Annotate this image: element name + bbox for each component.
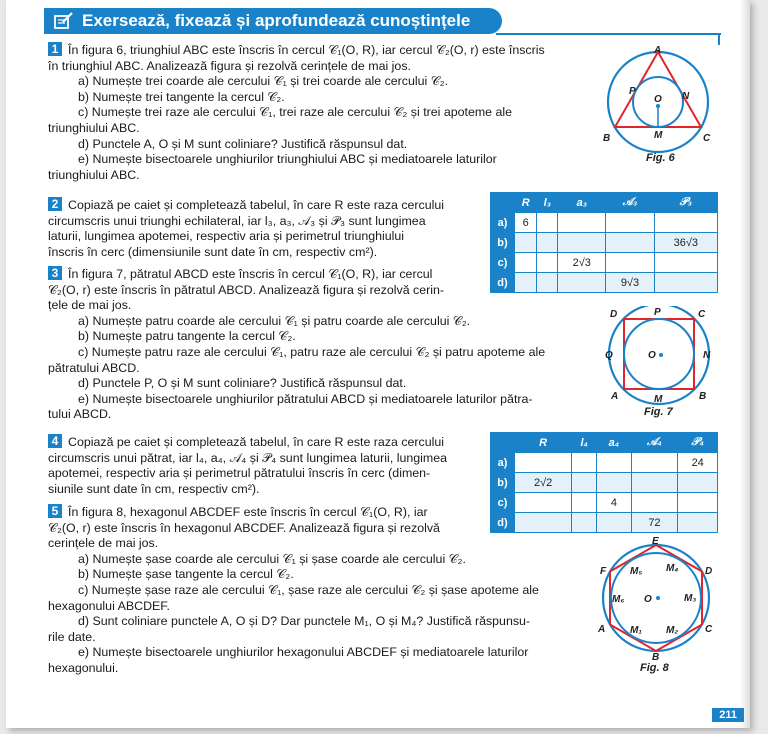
table-cell — [654, 213, 717, 233]
label-a: A — [611, 391, 619, 402]
question-b: b) Numește șase tangente la cercul 𝒞₂. — [78, 567, 294, 582]
exercise-number: 2 — [48, 197, 62, 211]
table-cell — [597, 473, 631, 493]
question-d: d) Punctele P, O și M sunt coliniare? Justifică răspunsul dat. — [78, 376, 407, 391]
question-a: a) Numește șase coarde ale cercului 𝒞₁ și șase coarde ale cercului 𝒞₂. — [78, 551, 466, 566]
exercise-number: 1 — [48, 42, 62, 56]
row-label: d) — [491, 513, 515, 533]
column-header: R — [515, 193, 537, 213]
section-header — [44, 8, 502, 34]
label-b: B — [699, 391, 707, 402]
exercise-text: 𝒞₂(O, r) este înscris în hexagonul ABCDEF. Analizează figura și rezolvă — [48, 520, 440, 535]
label-b: B — [603, 133, 611, 144]
question-c-cont: pătratului ABCD. — [48, 360, 140, 375]
center-o — [659, 353, 663, 357]
table-cell — [631, 493, 678, 513]
exercise-text: apotemei, respectiv aria și perimetrul pătratului înscris în cerc (dimen- — [48, 466, 431, 481]
question-b: b) Numește patru tangente la cercul 𝒞₂. — [78, 329, 296, 344]
question-c: c) Numește șase raze ale cercului 𝒞₁, șase raze ale cercului 𝒞₂ și șase apoteme ale — [78, 582, 539, 597]
table-header-row — [491, 193, 718, 213]
label-f: F — [600, 566, 607, 577]
table-header-row — [491, 433, 718, 453]
column-header: 𝒜₃ — [606, 193, 654, 213]
exercise-4 — [48, 434, 484, 497]
table-cell — [678, 493, 718, 513]
exercise-text: Copiază pe caiet și completează tabelul, în care R este raza cercului — [68, 435, 445, 449]
label-a: A — [598, 624, 606, 635]
question-d-cont: rile date. — [48, 629, 96, 644]
table-cell — [606, 233, 654, 253]
exercise-text: țele de mai jos. — [48, 298, 132, 313]
table-cell — [597, 513, 631, 533]
label-m4: M₄ — [666, 563, 679, 574]
label-o: O — [644, 594, 652, 605]
exercise-text: laturii, lungimea apotemei, respectiv aria și perimetrul triunghiului — [48, 229, 405, 244]
question-a: a) Numește patru coarde ale cercului 𝒞₁ și patru coarde ale cercului 𝒞₂. — [78, 313, 471, 328]
column-header: a₄ — [597, 433, 631, 453]
column-header: 𝒜₄ — [631, 433, 678, 453]
table-cell: 6 — [515, 213, 537, 233]
exercise-number: 4 — [48, 434, 62, 448]
table-cell — [572, 473, 597, 493]
table-cell: 9√3 — [606, 273, 654, 293]
label-n: N — [682, 91, 690, 102]
inscribed-circle — [624, 319, 694, 389]
label-o: O — [654, 94, 662, 105]
header-rule — [496, 33, 721, 35]
question-c: c) Numește trei raze ale cercului 𝒞₁, trei raze ale cercului 𝒞₂ și trei apoteme ale — [78, 105, 513, 120]
exercise-2 — [48, 197, 484, 260]
question-e-cont: tului ABCD. — [48, 407, 112, 422]
label-c: C — [703, 133, 711, 144]
label-m6: M₆ — [612, 594, 625, 605]
label-a: A — [654, 45, 662, 56]
exercise-number: 3 — [48, 266, 62, 280]
question-e-cont: triunghiului ABC. — [48, 167, 140, 182]
label-e: E — [652, 536, 659, 547]
table-cell: 4 — [597, 493, 631, 513]
page-number: 211 — [712, 708, 744, 722]
question-e-cont: hexagonului. — [48, 660, 119, 675]
column-header: l₄ — [572, 433, 597, 453]
table-cell — [558, 213, 606, 233]
table-row — [491, 213, 718, 233]
table-cell: 2√2 — [515, 473, 572, 493]
edit-notebook-icon — [54, 12, 74, 30]
question-d: d) Sunt coliniare punctele A, O și D? Dar punctele M₁, O și M₄? Justifică răspunsu- — [78, 614, 531, 629]
label-d: D — [705, 566, 713, 577]
label-m: M — [654, 130, 663, 141]
exercise-text: În figura 6, triunghiul ABC este înscris în cercul 𝒞₁(O, R), iar cercul 𝒞₂(O, r) este înscris — [68, 43, 545, 57]
exercise-text: 𝒞₂(O, r) este înscris în pătratul ABCD. Analizează figura și rezolvă cerin- — [48, 282, 445, 297]
column-header: 𝒫₄ — [678, 433, 718, 453]
table-row — [491, 233, 718, 253]
column-header: l₃ — [537, 193, 558, 213]
table-cell — [678, 513, 718, 533]
table-cell — [606, 213, 654, 233]
figure-8 — [592, 534, 722, 664]
figure-7 — [600, 306, 722, 406]
textbook-page — [6, 0, 750, 728]
exercise-5 — [48, 504, 588, 677]
label-b: B — [652, 652, 660, 663]
table-cell — [631, 453, 678, 473]
exercise-text: înscris în cerc (dimensiunile sunt date în cm, respectiv cm²). — [48, 244, 378, 259]
exercise-text: Copiază pe caiet și completează tabelul, în care R este raza cercului — [68, 198, 445, 212]
row-label: a) — [491, 213, 515, 233]
question-e: e) Numește bisectoarele unghiurilor pătratului ABCD și mediatoarele laturilor pătra- — [78, 391, 533, 406]
table-cell: 2√3 — [558, 253, 606, 273]
label-n: N — [703, 350, 711, 361]
exercise-number: 5 — [48, 504, 62, 518]
question-e: e) Numește bisectoarele unghiurilor triunghiului ABC și mediatoarele laturilor — [78, 152, 497, 167]
label-q: Q — [605, 350, 613, 361]
table-cell — [597, 453, 631, 473]
table-cell — [515, 233, 537, 253]
label-p: P — [629, 86, 636, 97]
label-m3: M₃ — [684, 593, 697, 604]
exercise-text: În figura 7, pătratul ABCD este înscris în cercul 𝒞₁(O, R), iar cercul — [68, 267, 433, 281]
exercise-text: circumscris unui triunghi echilateral, iar l₃, a₃, 𝒜₃ și 𝒫₃ sunt lungimea — [48, 213, 426, 228]
figure-6-caption: Fig. 6 — [646, 152, 675, 164]
exercise-1 — [48, 42, 596, 183]
exercise-text: cerințele de mai jos. — [48, 536, 159, 551]
row-label: c) — [491, 493, 515, 513]
column-header: a₃ — [558, 193, 606, 213]
label-m2: M₂ — [666, 625, 679, 636]
row-label: d) — [491, 273, 515, 293]
question-c-cont: triunghiului ABC. — [48, 120, 140, 135]
figure-7-caption: Fig. 7 — [644, 406, 673, 418]
table-cell — [654, 273, 717, 293]
row-label: b) — [491, 233, 515, 253]
label-c: C — [698, 309, 706, 320]
table-cell — [606, 253, 654, 273]
table-cell — [572, 453, 597, 473]
column-header: R — [515, 433, 572, 453]
question-c-cont: hexagonului ABCDEF. — [48, 598, 170, 613]
table-cell — [558, 233, 606, 253]
row-label: a) — [491, 453, 515, 473]
exercise-3 — [48, 266, 596, 423]
column-header: 𝒫₃ — [654, 193, 717, 213]
page-spine-shadow — [740, 0, 750, 728]
table-cell — [515, 453, 572, 473]
table-cell — [537, 213, 558, 233]
figure-8-caption: Fig. 8 — [640, 662, 669, 674]
exercise-text: în triunghiul ABC. Analizează figura și rezolvă cerințele de mai jos. — [48, 58, 411, 73]
label-p: P — [654, 307, 661, 318]
table-row — [491, 473, 718, 493]
label-m5: M₅ — [630, 566, 643, 577]
table-corner — [491, 193, 515, 213]
label-m1: M₁ — [630, 625, 642, 636]
table-cell: 24 — [678, 453, 718, 473]
question-b: b) Numește trei tangente la cercul 𝒞₂. — [78, 89, 285, 104]
figure-6 — [602, 44, 722, 164]
row-label: c) — [491, 253, 515, 273]
question-d: d) Punctele A, O și M sunt coliniare? Justifică răspunsul dat. — [78, 136, 408, 151]
center-o — [656, 596, 660, 600]
exercise-text: circumscris unui pătrat, iar l₄, a₄, 𝒜₄ și 𝒫₄ sunt lungimea laturii, lungimea — [48, 450, 447, 465]
table-cell: 72 — [631, 513, 678, 533]
table-cell — [631, 473, 678, 493]
row-label: b) — [491, 473, 515, 493]
table-cell — [654, 253, 717, 273]
exercise-text: În figura 8, hexagonul ABCDEF este înscris în cercul 𝒞₁(O, R), iar — [68, 505, 428, 519]
label-m: M — [654, 394, 663, 405]
table-row — [491, 453, 718, 473]
question-e: e) Numește bisectoarele unghiurilor hexagonului ABCDEF și mediatoarele laturilor — [78, 645, 529, 660]
table-cell: 36√3 — [654, 233, 717, 253]
table-corner — [491, 433, 515, 453]
label-o: O — [648, 350, 656, 361]
table-cell — [537, 233, 558, 253]
question-a: a) Numește trei coarde ale cercului 𝒞₁ și trei coarde ale cercului 𝒞₂. — [78, 74, 449, 89]
table-cell — [678, 473, 718, 493]
section-title: Exersează, fixează și aprofundează cunoștințele — [82, 11, 471, 30]
label-c: C — [705, 624, 713, 635]
exercise-text: siunile sunt date în cm, respectiv cm²). — [48, 481, 260, 496]
question-c: c) Numește patru raze ale cercului 𝒞₁, patru raze ale cercului 𝒞₂ și patru apoteme ale — [78, 344, 546, 359]
label-d: D — [610, 309, 618, 320]
